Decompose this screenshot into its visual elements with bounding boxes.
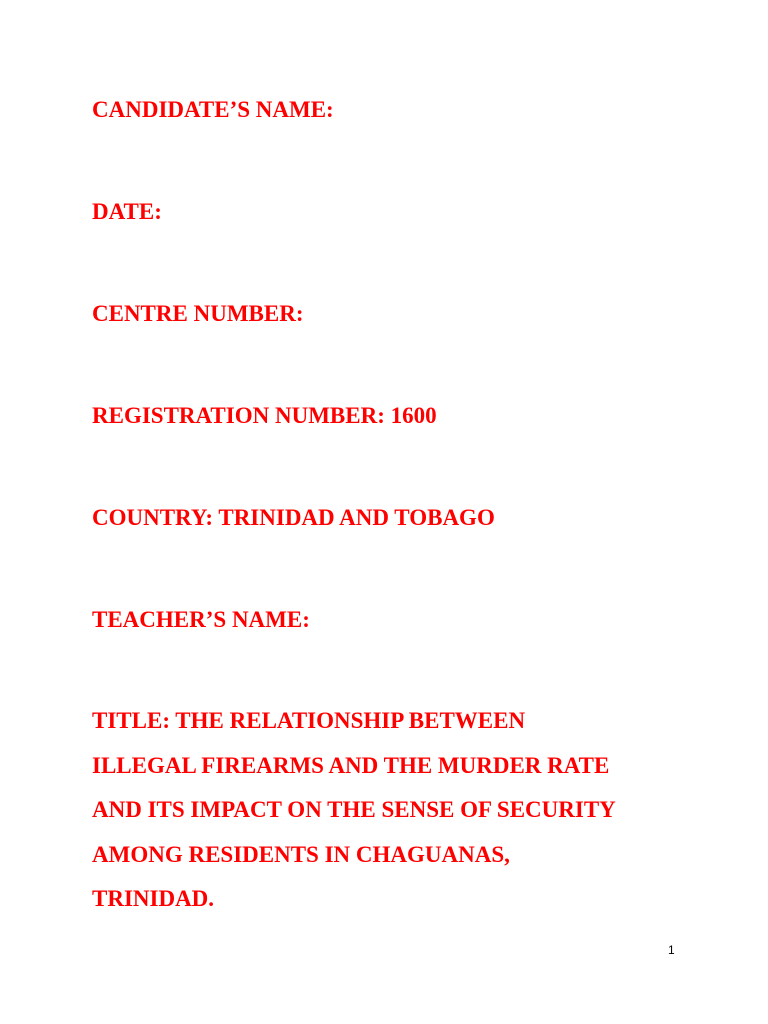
title-line: AMONG RESIDENTS IN CHAGUANAS, (92, 841, 510, 867)
candidate-name-label: CANDIDATE’S NAME: (92, 97, 334, 122)
country-label: COUNTRY: TRINIDAD AND TOBAGO (92, 505, 495, 530)
page-number: 1 (668, 943, 675, 957)
document-title (92, 707, 616, 930)
title-line: AND ITS IMPACT ON THE SENSE OF SECURITY (92, 797, 616, 822)
registration-number-label: REGISTRATION NUMBER: 1600 (92, 403, 437, 428)
title-line: TITLE: THE RELATIONSHIP BETWEEN (92, 708, 526, 733)
centre-number-label: CENTRE NUMBER: (92, 301, 304, 326)
title-line: ILLEGAL FIREARMS AND THE MURDER RATE (92, 752, 610, 778)
teacher-name-label: TEACHER’S NAME: (92, 607, 310, 632)
date-label: DATE: (92, 199, 162, 224)
title-line: TRINIDAD. (92, 886, 215, 911)
